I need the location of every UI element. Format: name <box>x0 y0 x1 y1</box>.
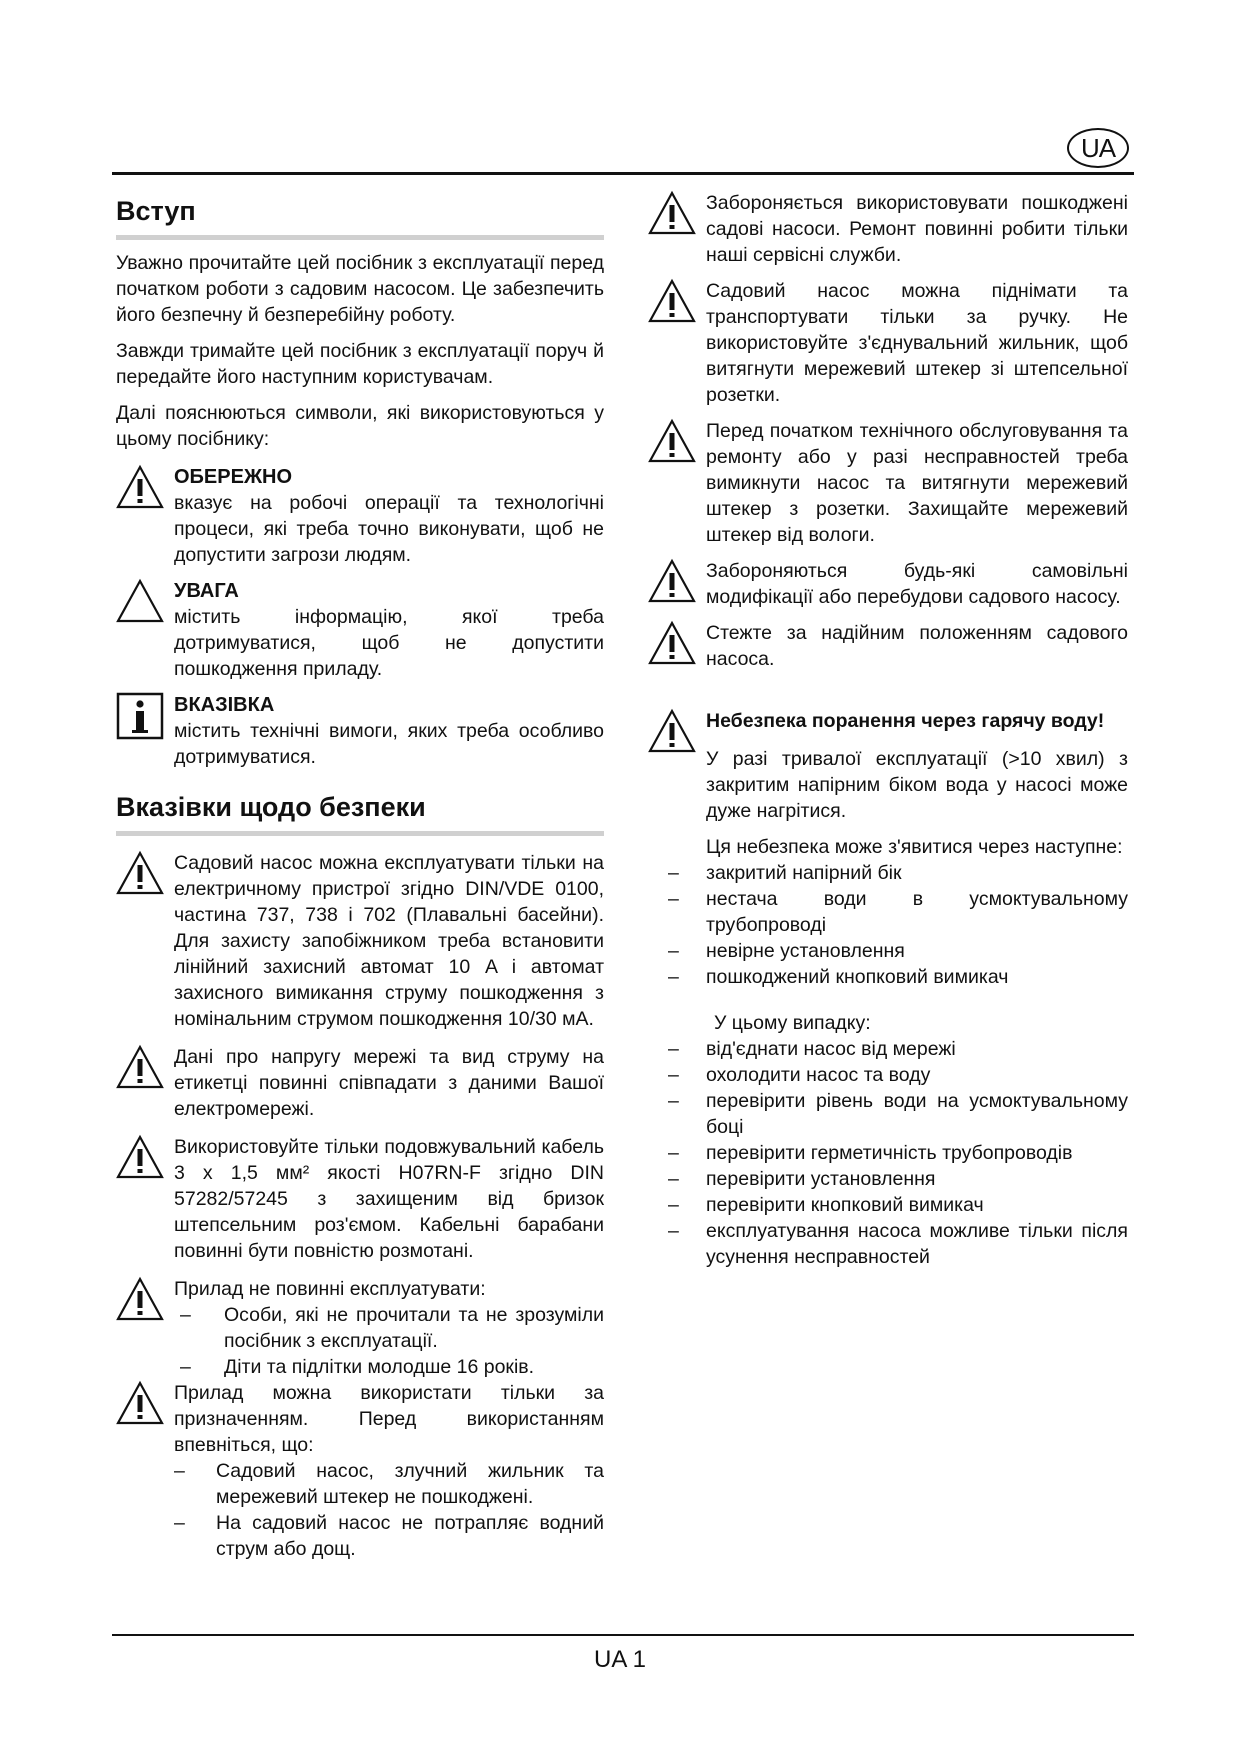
safety-item <box>116 1134 604 1264</box>
warning-triangle-exclamation-icon <box>648 418 706 470</box>
symbol-caution <box>116 464 604 568</box>
hot-water-paragraph-2: Ця небезпека може з'явитися через наступне: <box>706 836 1123 858</box>
purpose-list <box>116 1458 604 1562</box>
intro-paragraph-2: Завжди тримайте цей посібник з експлуатації поруч й передайте його наступним користувачам. <box>116 340 604 388</box>
section-title-safety: Вказівки щодо безпеки <box>116 786 604 836</box>
header-rule <box>112 172 1134 175</box>
safety-item-purpose <box>116 1380 604 1458</box>
list-item: – експлуатування насоса можливе тільки після усунення несправностей <box>668 1220 1128 1268</box>
footer-rule <box>112 1634 1134 1636</box>
symbol-note <box>116 692 604 770</box>
section-title-intro: Вступ <box>116 190 604 240</box>
list-item: – На садовий насос не потрапляє водний струм або дощ. <box>174 1512 604 1560</box>
safety-item <box>648 558 1128 610</box>
case-intro: У цьому випадку: <box>714 1012 871 1034</box>
left-column <box>116 190 604 1562</box>
symbol-text: містить інформацію, якої треба дотримуватися, щоб не допустити пошкодження приладу. <box>174 606 604 680</box>
list-item: – перевірити кнопковий вимикач <box>668 1194 984 1216</box>
safety-item <box>648 190 1128 268</box>
not-operate-intro: Прилад не повинні експлуатувати: <box>174 1278 486 1300</box>
list-item: – Садовий насос, злучний жильник та мережевий штекер не пошкоджені. <box>174 1460 604 1508</box>
safety-item-not-operate <box>116 1276 604 1380</box>
warning-triangle-exclamation-icon <box>116 1134 174 1186</box>
safety-item-text: Садовий насос можна піднімати та транспортувати тільки за ручку. Не використовуйте з'єднувальний жильник, щоб витягнути мережевий штекер зі штепсельної розетки. <box>706 280 1128 406</box>
intro-paragraph-3: Далі пояснюються символи, які використовуються у цьому посібнику: <box>116 402 604 450</box>
list-item: – перевірити рівень води на усмоктувальному боці <box>668 1090 1128 1138</box>
list-item: – Особи, які не прочитали та не зрозуміли посібник з експлуатації. <box>180 1304 604 1352</box>
list-item: – закритий напірний бік <box>668 862 902 884</box>
warning-triangle-exclamation-icon <box>116 1380 174 1432</box>
list-item: – Діти та підлітки молодше 16 років. <box>180 1356 535 1378</box>
list-item: – від'єднати насос від мережі <box>668 1038 956 1060</box>
intro-paragraph-1: Уважно прочитайте цей посібник з експлуатації перед початком роботи з садовим насосом. Це забезпечить його безпечну й безперебійну роботу. <box>116 252 604 326</box>
actions-list <box>662 1036 1128 1270</box>
safety-item-text: Використовуйте тільки подовжувальний кабель 3 x 1,5 мм² якості H07RN-F згідно DIN 57282/57245 з захищеним від бризок штепсельним роз'ємом. Кабельні барабани повинні бути повністю розмотані. <box>174 1136 604 1262</box>
list-item: – охолодити насос та воду <box>668 1064 931 1086</box>
warning-triangle-exclamation-icon <box>116 464 174 516</box>
safety-item <box>648 620 1128 672</box>
symbol-attention <box>116 578 604 682</box>
symbol-label: УВАГА <box>174 580 239 602</box>
warning-triangle-exclamation-icon <box>116 1044 174 1096</box>
safety-item <box>648 418 1128 548</box>
page-number: UA 1 <box>593 1646 647 1673</box>
purpose-intro: Прилад можна використати тільки за призначенням. Перед використанням впевніться, що: <box>174 1382 604 1456</box>
list-item: – перевірити установлення <box>668 1168 936 1190</box>
warning-triangle-exclamation-icon <box>116 850 174 902</box>
symbol-label: ОБЕРЕЖНО <box>174 466 293 488</box>
list-item: – невірне установлення <box>668 940 905 962</box>
warning-triangle-exclamation-icon <box>116 1276 174 1328</box>
info-icon <box>116 692 174 744</box>
safety-item <box>648 278 1128 408</box>
hot-water-title: Небезпека поранення через гарячу воду! <box>706 710 1105 732</box>
safety-item-text: Стежте за надійним положенням садового насоса. <box>706 622 1128 670</box>
list-item: – пошкоджений кнопковий вимикач <box>668 966 1009 988</box>
symbol-text: вказує на робочі операції та технологічні процеси, які треба точно виконувати, щоб не допустити загрози людям. <box>174 492 604 566</box>
warning-triangle-exclamation-icon <box>648 708 706 760</box>
warning-triangle-exclamation-icon <box>648 190 706 242</box>
safety-item <box>116 1044 604 1122</box>
warning-triangle-empty-icon <box>116 578 174 630</box>
warning-triangle-exclamation-icon <box>648 278 706 330</box>
warning-triangle-exclamation-icon <box>648 620 706 672</box>
symbol-text: містить технічні вимоги, яких треба особливо дотримуватися. <box>174 720 604 768</box>
safety-item <box>116 850 604 1032</box>
hot-water-warning <box>648 708 1128 860</box>
language-badge: UA <box>1067 128 1129 168</box>
safety-item-text: Садовий насос можна експлуатувати тільки на електричному пристрої згідно DIN/VDE 0100, частина 737, 738 і 702 (Плавальні басейни). Для захисту запобіжником треба встановити лінійний захисний автомат 10 A і автомат захисного вимикання струму пошкодження з номінальним струмом пошкодження 10/30 мА. <box>174 852 604 1030</box>
list-item: – нестача води в усмоктувальному трубопроводі <box>668 888 1128 936</box>
hot-water-paragraph-1: У разі тривалої експлуатації (>10 хвил) з закритим напірним біком вода у насосі може дуже нагрітися. <box>706 748 1128 822</box>
right-column <box>648 190 1128 1270</box>
not-operate-list <box>174 1302 604 1380</box>
safety-item-text: Дані про напругу мережі та вид струму на етикетці повинні співпадати з даними Вашої електромережі. <box>174 1046 604 1120</box>
causes-list <box>662 860 1128 990</box>
symbol-label: ВКАЗІВКА <box>174 694 275 716</box>
safety-item-text: Забороняється використовувати пошкоджені садові насоси. Ремонт повинні робити тільки наші сервісні служби. <box>706 192 1128 266</box>
safety-item-text: Перед початком технічного обслуговування та ремонту або у разі несправностей треба вимикнути насос та витягнути мережевий штекер з розетки. Захищайте мережевий штекер від вологи. <box>706 420 1128 546</box>
warning-triangle-exclamation-icon <box>648 558 706 610</box>
list-item: – перевірити герметичність трубопроводів <box>668 1142 1073 1164</box>
safety-item-text: Забороняються будь-які самовільні модифікації або перебудови садового насосу. <box>706 560 1128 608</box>
